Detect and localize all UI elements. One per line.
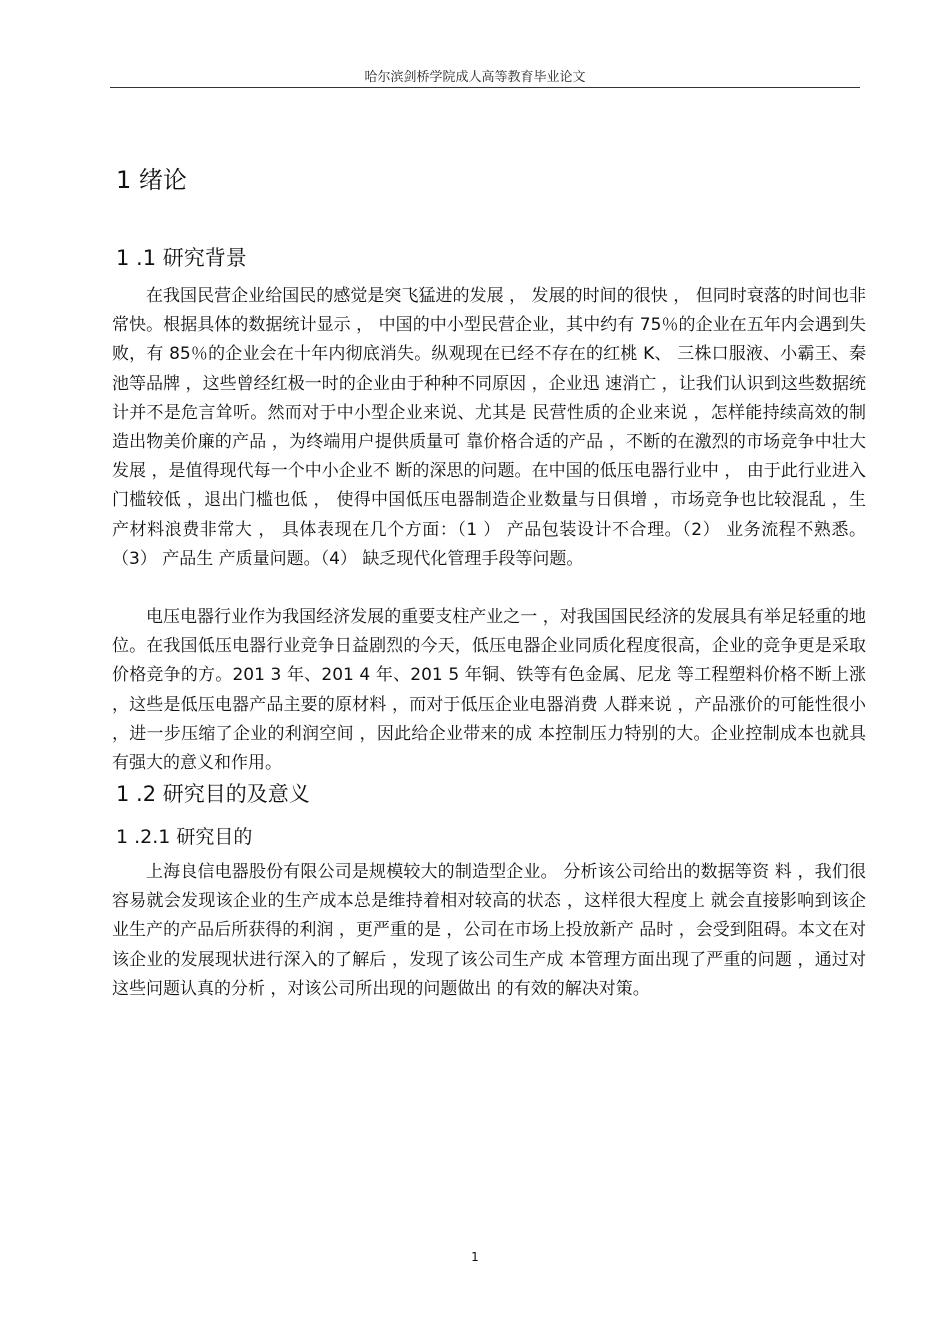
paragraph-background-1: 在我国民营企业给国民的感觉是突飞猛进的发展 ， 发展的时间的很快 ， 但同时衰落的时间也非常快。根据具体的数据统计显示 ， 中国的中小型民营企业，其中约有 75％的企业在五年内会遇到失败，有 85％的企业会在十年内彻底消失。纵观现在已经不存在的红桃 K、 三株口服液、小霸王、秦池等品牌 ，这些曾经红极一时的企业由于种种不同原因 ，企业迅 速消亡 ，让我们认识到这些数据统计并不是危言耸听。然而对于中小型企业来说、尤其是 民营性质的企业来说 ，怎样能持续高效的制造出物美价廉的产品 ，为终端用户提供质量可 靠价格合适的产品 ，不断的在激烈的市场竞争中壮大发展 ，是值得现代每一个中小企业不 断的深思的问题。在中国的低压电器行业中 ， 由于此行业进入门槛较低 ，退出门槛也低 ， 使得中国低压电器制造企业数量与日俱增 ，市场竞争也比较混乱 ，生产材料浪费非常大 ， 具体表现在几个方面：（1 ） 产品包装设计不合理。（2） 业务流程不熟悉。（3） 产品生 产质量问题。（4） 缺乏现代化管理手段等问题。: [112, 286, 866, 569]
running-header: 哈尔滨剑桥学院成人高等教育毕业论文: [364, 70, 586, 85]
header-rule: [110, 87, 860, 88]
paragraph-background-2: 电压电器行业作为我国经济发展的重要支柱产业之一 ，对我国国民经济的发展具有举足轻重的地位。在我国低压电器行业竞争日益剧烈的今天，低压电器企业同质化程度很高，企业的竞争更是采取价格竞争的方。201 3 年、201 4 年、201 5 年铜、铁等有色金属、尼龙 等工程塑料价格不断上涨 ，这些是低压电器产品主要的原材料 ，而对于低压企业电器消费 人群来说 ，产品涨价的可能性很小 ，进一步压缩了企业的利润空间 ，因此给企业带来的成 本控制压力特别的大。企业控制成本也就具有强大的意义和作用。: [112, 607, 866, 774]
chapter-title: 1 绪论: [116, 166, 187, 194]
page-number: 1: [471, 1250, 479, 1264]
section-title-1-2: 1 .2 研究目的及意义: [116, 782, 310, 806]
paragraph-purpose: 上海良信电器股份有限公司是规模较大的制造型企业。 分析该公司给出的数据等资 料 ，我们很容易就会发现该企业的生产成本总是维持着相对较高的状态 ，这样很大程度上 就会直接影响到该企业生产的产品后所获得的利润 ，更严重的是 ，公司在市场上投放新产 品时 ，会受到阻碍。本文在对该企业的发展现状进行深入的了解后 ，发现了该公司生产成 本管理方面出现了严重的问题 ，通过对这些问题认真的分析 ，对该公司所出现的问题做出 的有效的解决对策。: [112, 862, 866, 999]
subsection-title-1-2-1: 1 .2.1 研究目的: [116, 826, 253, 848]
section-title-1-1: 1 .1 研究背景: [116, 246, 247, 270]
